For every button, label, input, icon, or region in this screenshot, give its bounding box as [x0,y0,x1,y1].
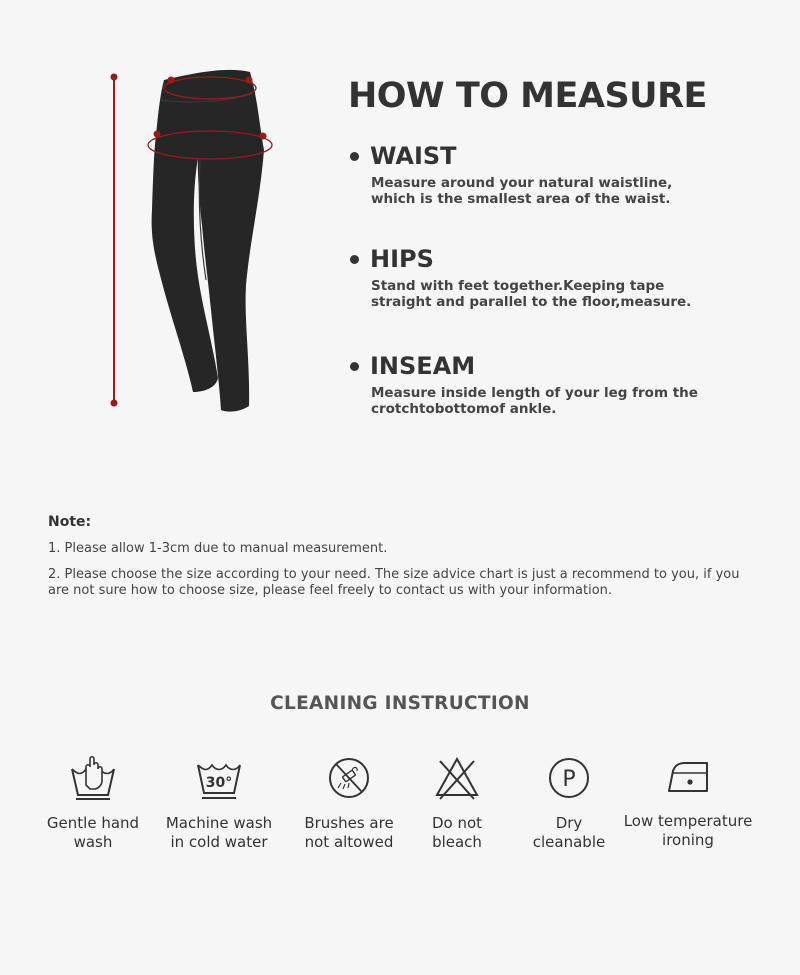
hand-wash-icon [68,755,118,801]
bullet-icon [350,152,359,161]
cleaning-instruction-title: CLEANING INSTRUCTION [270,693,530,714]
care-item-dry-clean [524,755,614,852]
care-item-low-temp-iron [620,753,756,850]
note-title: Note: [48,514,92,530]
care-item-no-brush [299,755,399,852]
care-caption-dry-clean: Dry cleanable [532,814,606,851]
note-line-1: 1. Please allow 1-3cm due to manual measurement. [48,541,388,556]
note-line-2: 2. Please choose the size according to your need. The size advice chart is just a recommend to you, if you are not sure how to choose size, please feel freely to contact us with your information. [48,567,740,598]
care-item-machine-wash [164,755,274,852]
measure-desc-waist: Measure around your natural waistline, which is the smallest area of the waist. [371,175,673,207]
measure-label-hips: HIPS [370,245,434,273]
care-caption-machine-wash: Machine wash in cold water [165,814,273,851]
low-temp-iron-icon [663,753,713,799]
measure-item-hips [350,245,770,310]
care-caption-no-brush: Brushes are not altowed [304,814,394,851]
inseam-ruler-top-dot [111,74,118,81]
measure-item-inseam [350,352,770,417]
measure-label-inseam: INSEAM [370,352,476,380]
how-to-measure-title: HOW TO MEASURE [348,76,707,116]
measure-label-waist: WAIST [370,142,457,170]
dry-clean-p-icon [544,755,594,801]
bullet-icon [350,255,359,264]
measure-desc-hips: Stand with feet together.Keeping tape straight and parallel to the floor,measure. [371,278,692,310]
measure-item-waist [350,142,770,207]
care-item-hand-wash [43,755,143,852]
machine-wash-temp-text: 30° [205,775,233,791]
care-caption-low-temp-iron: Low temperature ironing [623,812,753,849]
leggings-shape [152,70,264,412]
note-section [48,514,758,599]
machine-wash-30-icon [194,755,244,801]
measure-desc-inseam: Measure inside length of your leg from the crotchtobottomof ankle. [371,385,698,417]
care-caption-hand-wash: Gentle hand wash [46,814,140,851]
care-caption-do-not-bleach: Do not bleach [431,814,483,851]
do-not-bleach-icon [432,755,482,801]
dry-clean-letter: P [562,767,576,792]
inseam-ruler-bottom-dot [111,400,118,407]
leggings-illustration [100,60,300,420]
no-brush-icon [324,755,374,801]
bullet-icon [350,362,359,371]
care-item-do-not-bleach [417,755,497,852]
